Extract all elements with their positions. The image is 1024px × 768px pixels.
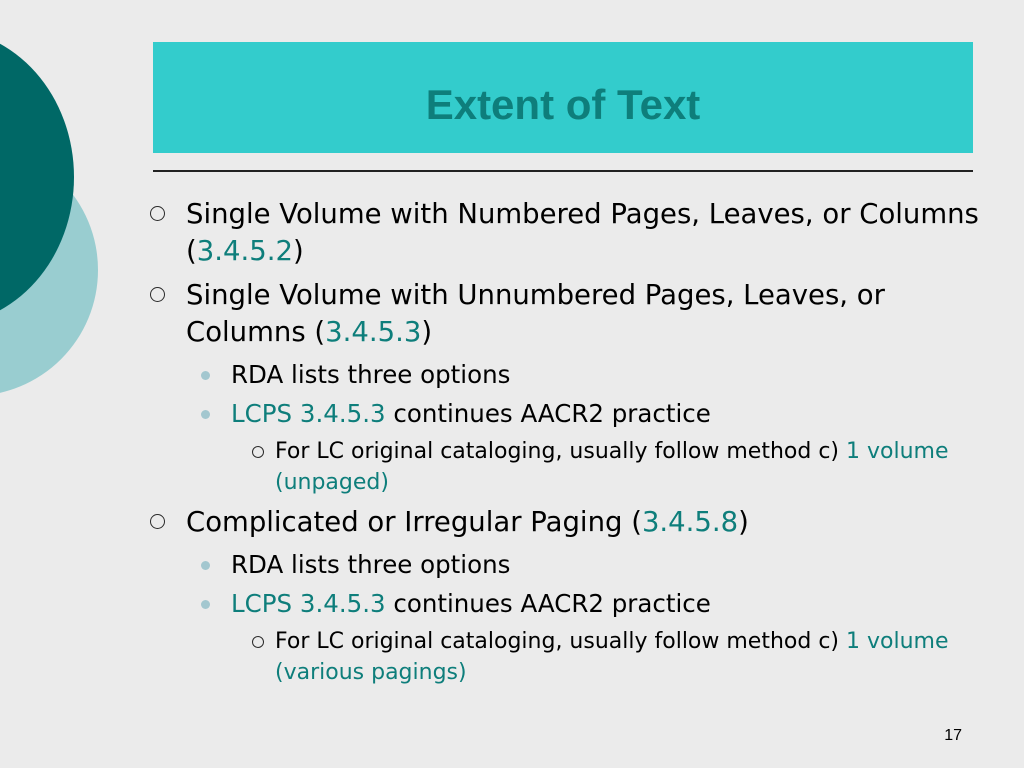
sub-bullet-lcps (140, 587, 980, 620)
sub-bullet-lcps (140, 397, 980, 430)
example-unpaged-link[interactable]: 1 volume (unpaged) (275, 439, 949, 495)
example-various-pagings-link[interactable]: 1 volume (various pagings) (275, 629, 949, 685)
rda-link-3-4-5-2[interactable]: 3.4.5.2 (196, 235, 293, 267)
bullet-list (140, 196, 980, 694)
sub-sub-bullet-text: For LC original cataloging, usually follow method c) (275, 629, 847, 654)
sub-bullet-text: continues AACR2 practice (385, 399, 711, 428)
sub-sub-bullet-text: For LC original cataloging, usually follow method c) (275, 439, 847, 464)
sub-sub-bullet-lc-cataloging (140, 436, 980, 498)
filled-dot-bullet-icon (201, 371, 210, 380)
lcps-link-3-4-5-3[interactable]: LCPS 3.4.5.3 (231, 399, 386, 428)
filled-dot-bullet-icon (201, 410, 210, 419)
bullet-unnumbered-pages (140, 277, 980, 351)
rda-link-3-4-5-3[interactable]: 3.4.5.3 (325, 316, 422, 348)
sub-bullet-rda-options (140, 548, 980, 581)
title-bar (153, 42, 973, 153)
filled-dot-bullet-icon (201, 600, 210, 609)
sub-bullet-text: RDA lists three options (231, 550, 511, 579)
bullet-text: Single Volume with Unnumbered Pages, Leaves, or Columns ( (186, 279, 885, 348)
sub-sub-bullet-lc-cataloging (140, 626, 980, 688)
title-divider (153, 170, 973, 172)
sub-bullet-rda-options (140, 358, 980, 391)
hollow-circle-bullet-icon (252, 446, 264, 458)
bullet-text-close: ) (421, 316, 433, 348)
bullet-numbered-pages (140, 196, 980, 270)
hollow-circle-bullet-icon (150, 206, 165, 221)
lcps-link-3-4-5-3[interactable]: LCPS 3.4.5.3 (231, 589, 386, 618)
rda-link-3-4-5-8[interactable]: 3.4.5.8 (641, 506, 739, 538)
bullet-text: Single Volume with Numbered Pages, Leaves, or Columns ( (186, 198, 979, 267)
filled-dot-bullet-icon (201, 561, 210, 570)
hollow-circle-bullet-icon (252, 636, 264, 648)
slide-title: Extent of Text (425, 80, 701, 128)
sub-bullet-text: continues AACR2 practice (385, 589, 711, 618)
bullet-text: Complicated or Irregular Paging ( (186, 506, 642, 538)
bullet-text-close: ) (738, 506, 749, 538)
sub-bullet-text: RDA lists three options (231, 360, 511, 389)
hollow-circle-bullet-icon (150, 287, 165, 302)
page-number: 17 (944, 727, 962, 744)
bullet-text-close: ) (292, 235, 304, 267)
hollow-circle-bullet-icon (150, 514, 165, 529)
bullet-irregular-paging (140, 504, 980, 541)
